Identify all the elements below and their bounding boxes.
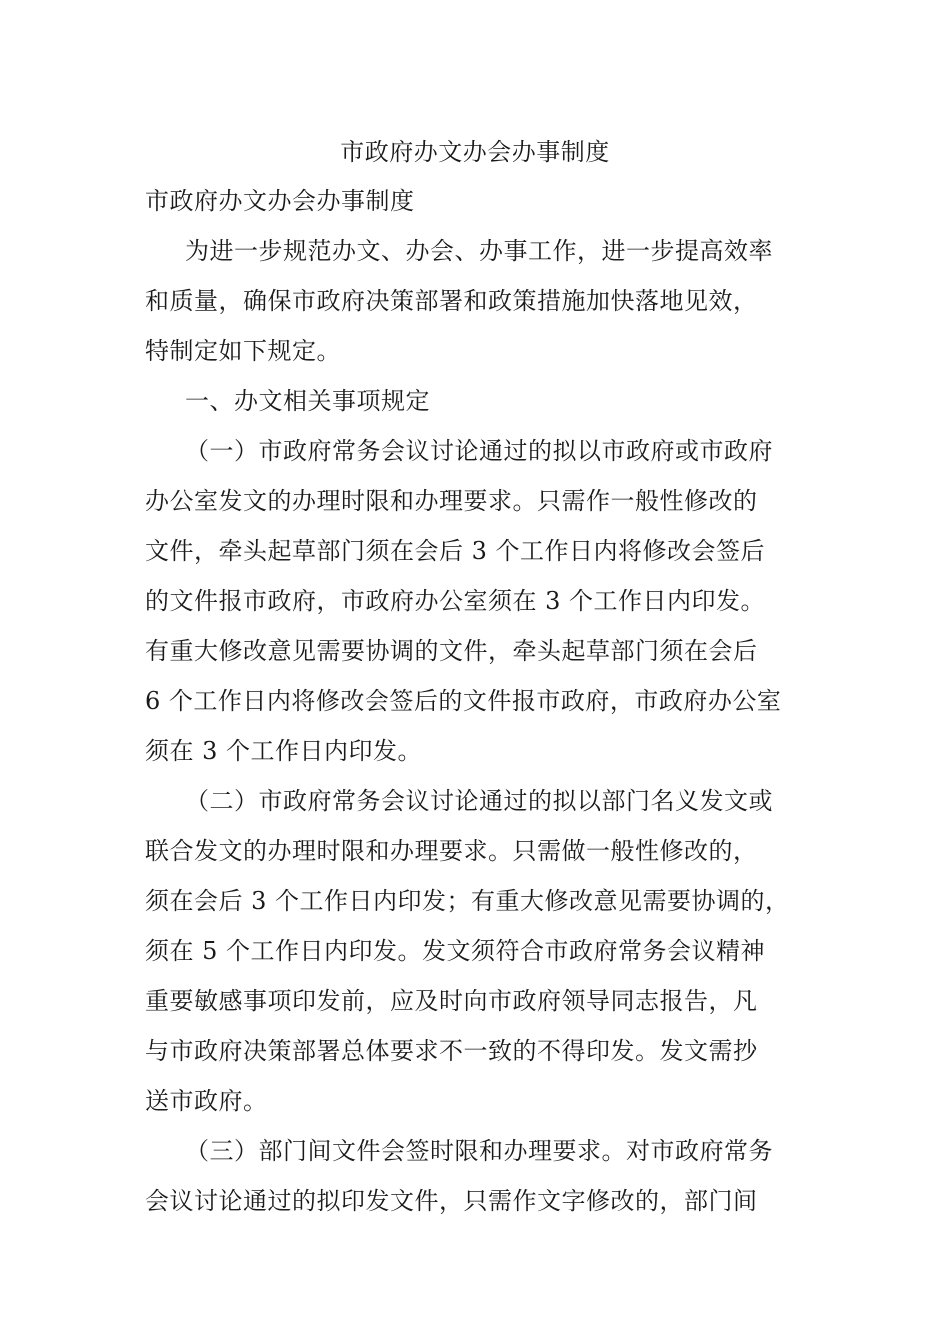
paragraph-line: 特制定如下规定。	[145, 337, 341, 365]
paragraph-line: 与市政府决策部署总体要求不一致的不得印发。发文需抄	[145, 1037, 758, 1065]
paragraph-line: 会议讨论通过的拟印发文件，只需作文字修改的，部门间	[145, 1187, 758, 1215]
paragraph-line: 和质量，确保市政府决策部署和政策措施加快落地见效，	[145, 287, 758, 315]
paragraph-line: 文件，牵头起草部门须在会后 3 个工作日内将修改会签后	[145, 537, 766, 565]
paragraph-line: 联合发文的办理时限和办理要求。只需做一般性修改的，	[145, 837, 758, 865]
paragraph-line: 为进一步规范办文、办会、办事工作，进一步提高效率	[185, 237, 773, 265]
paragraph-line: 送市政府。	[145, 1087, 268, 1115]
paragraph-line: （二）市政府常务会议讨论通过的拟以部门名义发文或	[185, 787, 773, 815]
paragraph-line: 须在会后 3 个工作日内印发；有重大修改意见需要协调的，	[145, 887, 790, 915]
paragraph-line: （一）市政府常务会议讨论通过的拟以市政府或市政府	[185, 437, 773, 465]
paragraph-line: 6 个工作日内将修改会签后的文件报市政府，市政府办公室	[145, 687, 782, 715]
paragraph-line: 的文件报市政府，市政府办公室须在 3 个工作日内印发。	[145, 587, 766, 615]
section-heading: 一、办文相关事项规定	[185, 387, 430, 415]
document-title: 市政府办文办会办事制度	[340, 138, 610, 166]
paragraph-line: 有重大修改意见需要协调的文件，牵头起草部门须在会后	[145, 637, 758, 665]
paragraph-line: 须在 3 个工作日内印发。	[145, 737, 423, 765]
paragraph-line: 办公室发文的办理时限和办理要求。只需作一般性修改的	[145, 487, 758, 515]
paragraph-line: 须在 5 个工作日内印发。发文须符合市政府常务会议精神	[145, 937, 766, 965]
paragraph-line: 重要敏感事项印发前，应及时向市政府领导同志报告，凡	[145, 987, 758, 1015]
document-subtitle: 市政府办文办会办事制度	[145, 187, 415, 215]
paragraph-line: （三）部门间文件会签时限和办理要求。对市政府常务	[185, 1137, 773, 1165]
